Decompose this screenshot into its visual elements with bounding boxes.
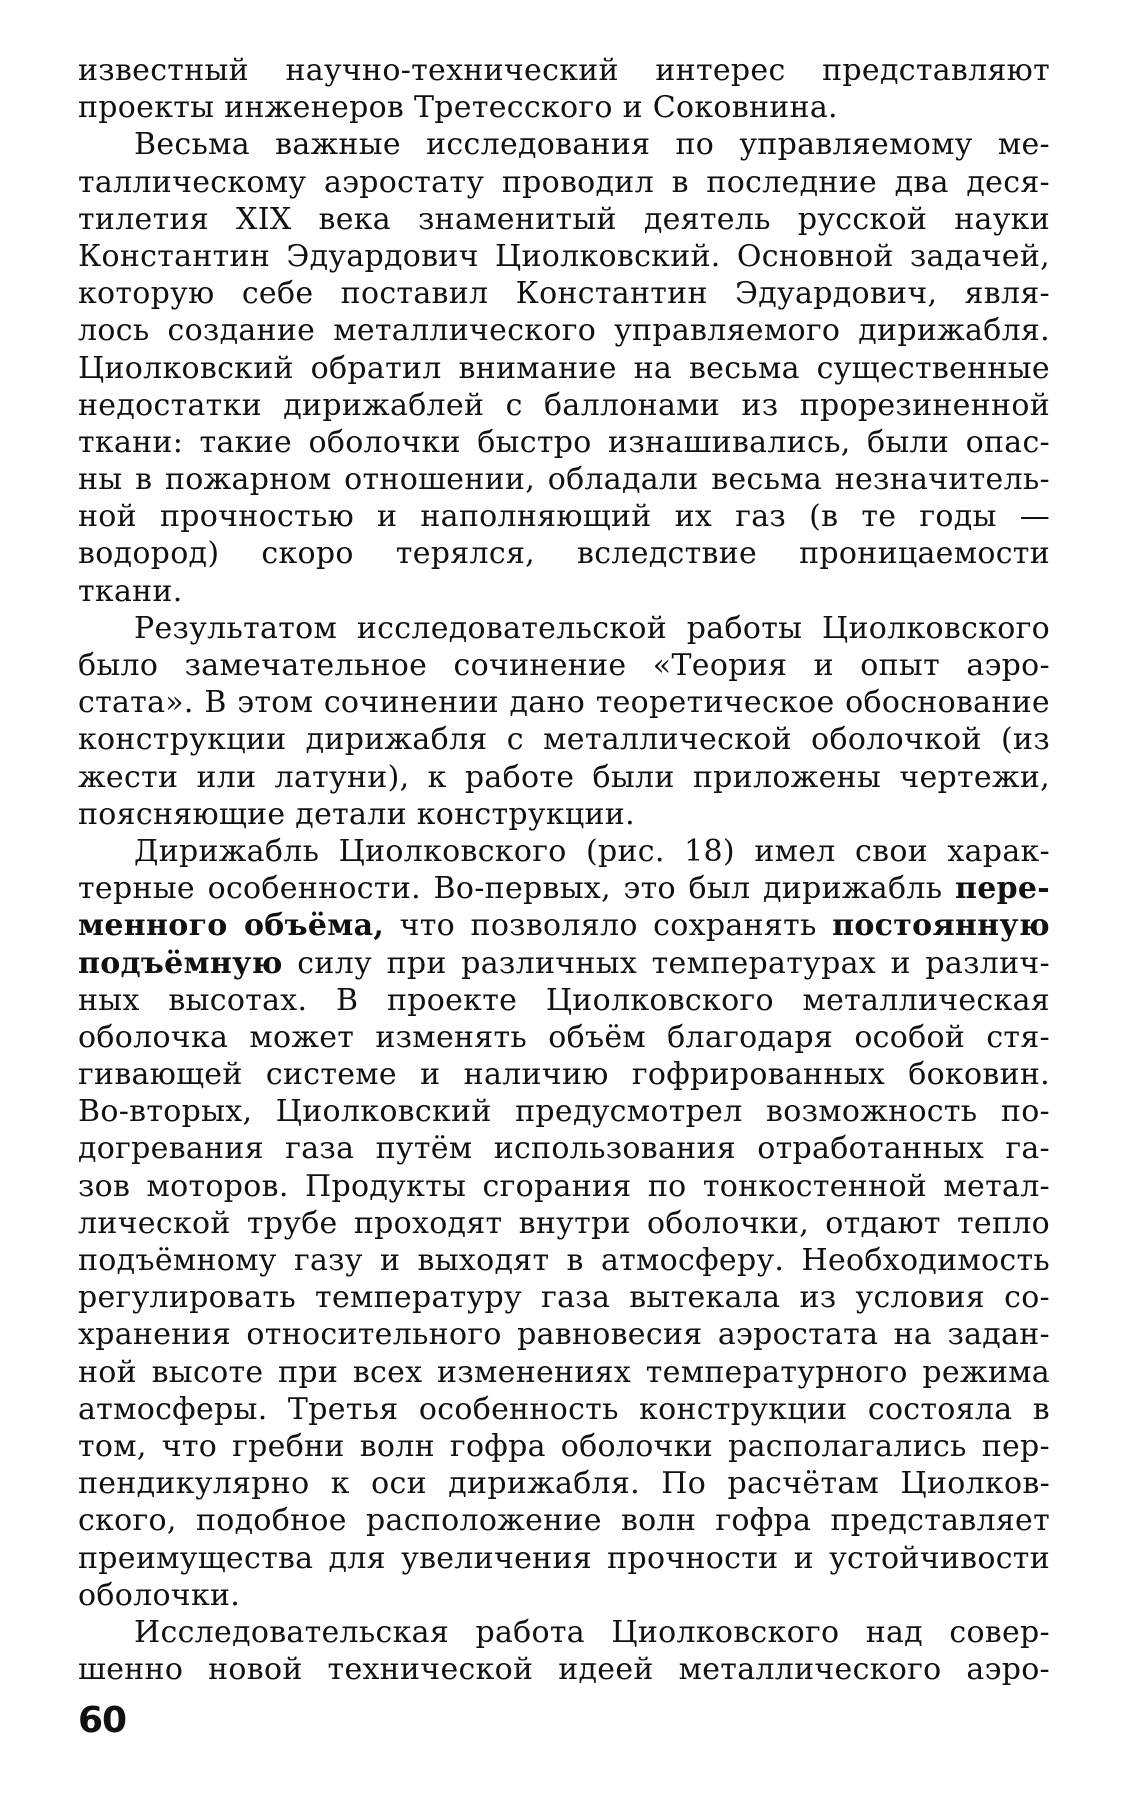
text-segment: терные особенности. Во-первых, это был дирижабль — [78, 871, 955, 907]
text-line: известный научно-технический интерес представляют — [78, 53, 1050, 88]
text-line: догревания газа путём использования отработанных га- — [78, 1131, 1050, 1167]
text-line: которую себе поставил Константин Эдуардович, явля- — [78, 276, 1050, 312]
text-line: Константин Эдуардович Циолковский. Основной задачей, — [78, 238, 1050, 274]
text-line: подъёмному газу и выходят в атмосферу. Необходимость — [78, 1243, 1050, 1278]
text-line: лической трубе проходят внутри оболочки, отдают тепло — [78, 1205, 1050, 1241]
text-line: ной прочностью и наполняющий их газ (в те годы — — [78, 499, 1050, 535]
text-line: регулировать температуру газа вытекала из условия со- — [78, 1280, 1050, 1316]
bold-term: постоянную — [832, 908, 1050, 944]
text-line: ткани: такие оболочки быстро изнашивались, были опас- — [78, 424, 1050, 460]
text-line: преимущества для увеличения прочности и устойчивости — [78, 1540, 1050, 1576]
text-line: том, что гребни волн гофра оболочки располагались пер- — [78, 1428, 1050, 1464]
text-line: ных высотах. В проекте Циолковского металлическая — [78, 982, 1050, 1018]
text-line: оболочки. — [78, 1577, 241, 1613]
paragraph-start-line: Исследовательская работа Циолковского над совер- — [134, 1614, 1050, 1650]
text-line: Циолковский обратил внимание на весьма существенные — [78, 350, 1050, 386]
text-line — [78, 870, 1050, 907]
text-line: жести или латуни), к работе были приложены чертежи, — [78, 759, 1050, 795]
text-line: было замечательное сочинение «Теория и опыт аэро- — [78, 648, 1050, 683]
paragraph-start-line: Весьма важные исследования по управляемому ме- — [134, 127, 1050, 163]
text-line: стата». В этом сочинении дано теоретическое обоснование — [78, 685, 1050, 721]
text-line — [78, 907, 1050, 944]
text-line: шенно новой технической идеей металлического аэро- — [78, 1652, 1050, 1688]
text-line: оболочка может изменять объём благодаря особой стя- — [78, 1019, 1050, 1055]
paragraph-start-line: Результатом исследовательской работы Циолковского — [134, 610, 1050, 646]
bold-term: подъёмную — [78, 945, 283, 981]
text-line: пендикулярно к оси дирижабля. По расчётам Циолков- — [78, 1466, 1050, 1502]
bold-term: пере- — [954, 871, 1050, 907]
text-segment: что позволяло сохранять — [384, 908, 833, 944]
text-line: недостатки дирижаблей с баллонами из прорезиненной — [78, 387, 1050, 423]
text-line: проекты инженеров Третесского и Соковнина. — [78, 90, 838, 126]
text-line: лось создание металлического управляемого дирижабля. — [78, 313, 1050, 349]
text-segment: силу при различных температурах и различ- — [282, 945, 1050, 981]
text-line: гивающей системе и наличию гофрированных боковин. — [78, 1057, 1050, 1093]
text-line: ной высоте при всех изменениях температурного режима — [78, 1354, 1050, 1390]
text-line: ткани. — [78, 573, 183, 609]
text-line — [78, 945, 1050, 982]
text-line: Во-вторых, Циолковский предусмотрел возможность по- — [78, 1094, 1050, 1130]
page-number: 60 — [78, 1700, 127, 1741]
paragraph-start-line: Дирижабль Циолковского (рис. 18) имел свои харак- — [134, 833, 1050, 869]
text-line: водород) скоро терялся, вследствие проницаемости — [78, 536, 1050, 572]
text-line: поясняющие детали конструкции. — [78, 796, 635, 832]
text-line: конструкции дирижабля с металлической оболочкой (из — [78, 722, 1050, 758]
text-line: ского, подобное расположение волн гофра представляет — [78, 1503, 1050, 1539]
text-line: тилетия XIX века знаменитый деятель русской науки — [78, 201, 1050, 237]
text-line: ны в пожарном отношении, обладали весьма незначитель- — [78, 462, 1050, 498]
text-line: таллическому аэростату проводил в последние два деся- — [78, 164, 1050, 200]
bold-term: менного объёма, — [78, 908, 385, 944]
body-text — [78, 52, 1050, 1688]
text-line: атмосферы. Третья особенность конструкции состояла в — [78, 1391, 1050, 1427]
text-line: хранения относительного равновесия аэростата на задан- — [78, 1317, 1050, 1353]
text-line: зов моторов. Продукты сгорания по тонкостенной метал- — [78, 1168, 1050, 1204]
